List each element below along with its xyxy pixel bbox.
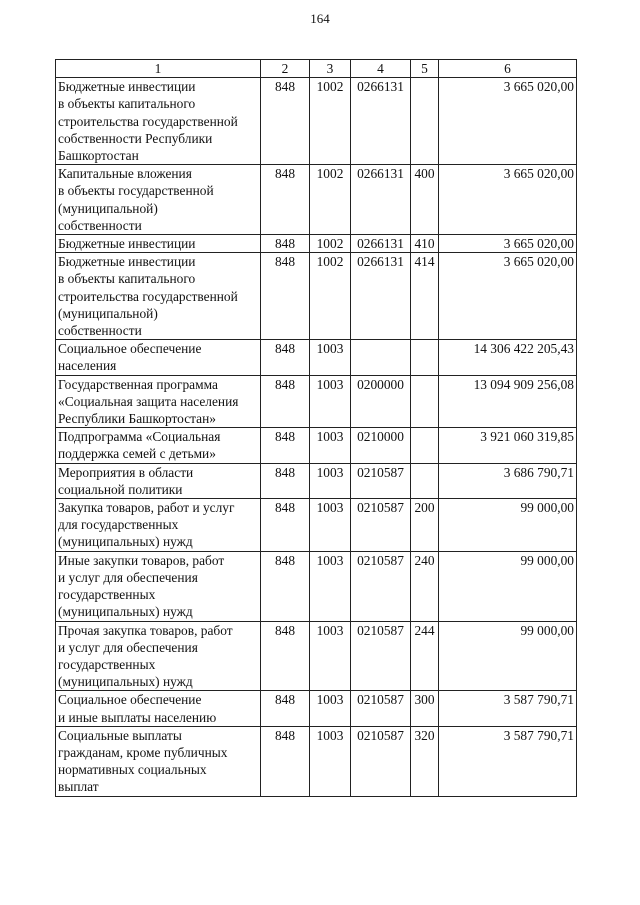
row-name [56,726,261,796]
row-name-line: собственности [58,323,142,339]
row-name [56,463,261,498]
row-expense-type-code: 244 [411,621,439,691]
row-name-line: Республики Башкортостан» [58,411,216,427]
column-header-3: 3 [310,60,351,78]
row-name [56,78,261,165]
row-name-line: строительства государственной [58,113,238,129]
row-expense-type-code: 410 [411,235,439,253]
row-name-line: социальной политики [58,481,183,497]
row-target-code: 0210587 [351,621,411,691]
row-name-line: Бюджетные инвестиции [58,236,196,252]
row-target-code: 0266131 [351,78,411,165]
row-section-code: 1002 [310,165,351,235]
table-row [56,375,577,428]
row-section-code: 1003 [310,340,351,375]
row-name-line: поддержка семей с детьми» [58,446,216,462]
row-admin-code: 848 [261,691,310,726]
column-header-2: 2 [261,60,310,78]
row-name [56,340,261,375]
row-name-line: для государственных [58,517,179,533]
row-name-line: Капитальные вложения [58,166,192,182]
table-row [56,340,577,375]
row-name-line: Государственная программа [58,376,218,392]
row-name-line: гражданам, кроме публичных [58,744,228,760]
column-header-5: 5 [411,60,439,78]
row-name-line: населения [58,358,117,374]
row-target-code: 0266131 [351,253,411,340]
row-name-line: (муниципальной) [58,200,158,216]
row-admin-code: 848 [261,463,310,498]
row-name [56,551,261,621]
row-amount: 3 921 060 319,85 [439,428,577,463]
row-admin-code: 848 [261,253,310,340]
table-row [56,726,577,796]
row-amount: 3 587 790,71 [439,726,577,796]
row-name [56,428,261,463]
row-name-line: Башкортостан [58,148,139,164]
table-row [56,551,577,621]
table-row [56,253,577,340]
row-admin-code: 848 [261,551,310,621]
table-row [56,621,577,691]
table-row [56,691,577,726]
row-name-line: и услуг для обеспечения [58,639,198,655]
row-section-code: 1002 [310,78,351,165]
row-expense-type-code [411,375,439,428]
row-admin-code: 848 [261,726,310,796]
row-expense-type-code [411,340,439,375]
column-header-1: 1 [56,60,261,78]
row-admin-code: 848 [261,621,310,691]
row-target-code: 0210587 [351,551,411,621]
row-target-code: 0200000 [351,375,411,428]
row-admin-code: 848 [261,340,310,375]
row-target-code [351,340,411,375]
row-amount: 3 587 790,71 [439,691,577,726]
row-name-line: Подпрограмма «Социальная [58,429,221,445]
row-name-line: Социальные выплаты [58,727,182,743]
column-header-6: 6 [439,60,577,78]
row-target-code: 0210587 [351,499,411,552]
row-name [56,253,261,340]
row-expense-type-code [411,463,439,498]
row-section-code: 1003 [310,551,351,621]
row-name-line: строительства государственной [58,288,238,304]
row-section-code: 1003 [310,463,351,498]
table-row [56,78,577,165]
row-name-line: государственных [58,587,156,603]
table-header-row [56,60,577,78]
table-row [56,165,577,235]
row-name-line: Бюджетные инвестиции [58,254,196,270]
row-name [56,621,261,691]
row-section-code: 1002 [310,235,351,253]
row-name [56,375,261,428]
row-name-line: государственных [58,656,156,672]
row-name [56,165,261,235]
row-admin-code: 848 [261,499,310,552]
row-name-line: Прочая закупка товаров, работ [58,622,233,638]
row-name-line: (муниципальных) нужд [58,534,193,550]
row-name-line: (муниципальной) [58,305,158,321]
row-expense-type-code: 414 [411,253,439,340]
row-expense-type-code [411,78,439,165]
table-row [56,463,577,498]
row-name-line: Социальное обеспечение [58,692,202,708]
row-target-code: 0210587 [351,691,411,726]
row-name-line: «Социальная защита населения [58,393,239,409]
row-section-code: 1003 [310,726,351,796]
row-admin-code: 848 [261,375,310,428]
row-name-line: Иные закупки товаров, работ [58,552,225,568]
row-expense-type-code: 400 [411,165,439,235]
row-admin-code: 848 [261,78,310,165]
table-row [56,235,577,253]
row-name-line: Бюджетные инвестиции [58,79,196,95]
row-target-code: 0266131 [351,165,411,235]
row-name-line: Закупка товаров, работ и услуг [58,500,235,516]
row-expense-type-code: 200 [411,499,439,552]
row-name [56,499,261,552]
row-amount: 14 306 422 205,43 [439,340,577,375]
row-section-code: 1003 [310,499,351,552]
row-target-code: 0266131 [351,235,411,253]
page-number: 164 [310,11,330,26]
row-amount: 99 000,00 [439,621,577,691]
row-name-line: нормативных социальных [58,762,207,778]
row-name-line: (муниципальных) нужд [58,674,193,690]
row-amount: 3 665 020,00 [439,235,577,253]
row-name-line: и иные выплаты населению [58,709,217,725]
row-name-line: и услуг для обеспечения [58,569,198,585]
row-name [56,691,261,726]
table-row [56,499,577,552]
row-admin-code: 848 [261,165,310,235]
row-name-line: собственности Республики [58,130,213,146]
row-expense-type-code: 300 [411,691,439,726]
row-expense-type-code: 240 [411,551,439,621]
row-section-code: 1003 [310,621,351,691]
row-target-code: 0210587 [351,463,411,498]
row-amount: 3 665 020,00 [439,165,577,235]
row-amount: 3 686 790,71 [439,463,577,498]
row-expense-type-code [411,428,439,463]
row-amount: 13 094 909 256,08 [439,375,577,428]
budget-table [55,59,577,797]
row-admin-code: 848 [261,428,310,463]
row-name-line: в объекты капитального [58,271,196,287]
row-name-line: Мероприятия в области [58,464,194,480]
row-section-code: 1003 [310,375,351,428]
row-section-code: 1002 [310,253,351,340]
row-name-line: выплат [58,779,99,795]
row-name-line: в объекты государственной [58,183,214,199]
row-amount: 99 000,00 [439,499,577,552]
row-name-line: собственности [58,217,142,233]
column-header-4: 4 [351,60,411,78]
table-row [56,428,577,463]
row-amount: 3 665 020,00 [439,253,577,340]
row-section-code: 1003 [310,691,351,726]
row-amount: 99 000,00 [439,551,577,621]
row-name-line: Социальное обеспечение [58,341,202,357]
row-name-line: в объекты капитального [58,96,196,112]
row-name-line: (муниципальных) нужд [58,604,193,620]
row-amount: 3 665 020,00 [439,78,577,165]
row-target-code: 0210000 [351,428,411,463]
row-expense-type-code: 320 [411,726,439,796]
row-section-code: 1003 [310,428,351,463]
row-admin-code: 848 [261,235,310,253]
row-name [56,235,261,253]
row-target-code: 0210587 [351,726,411,796]
